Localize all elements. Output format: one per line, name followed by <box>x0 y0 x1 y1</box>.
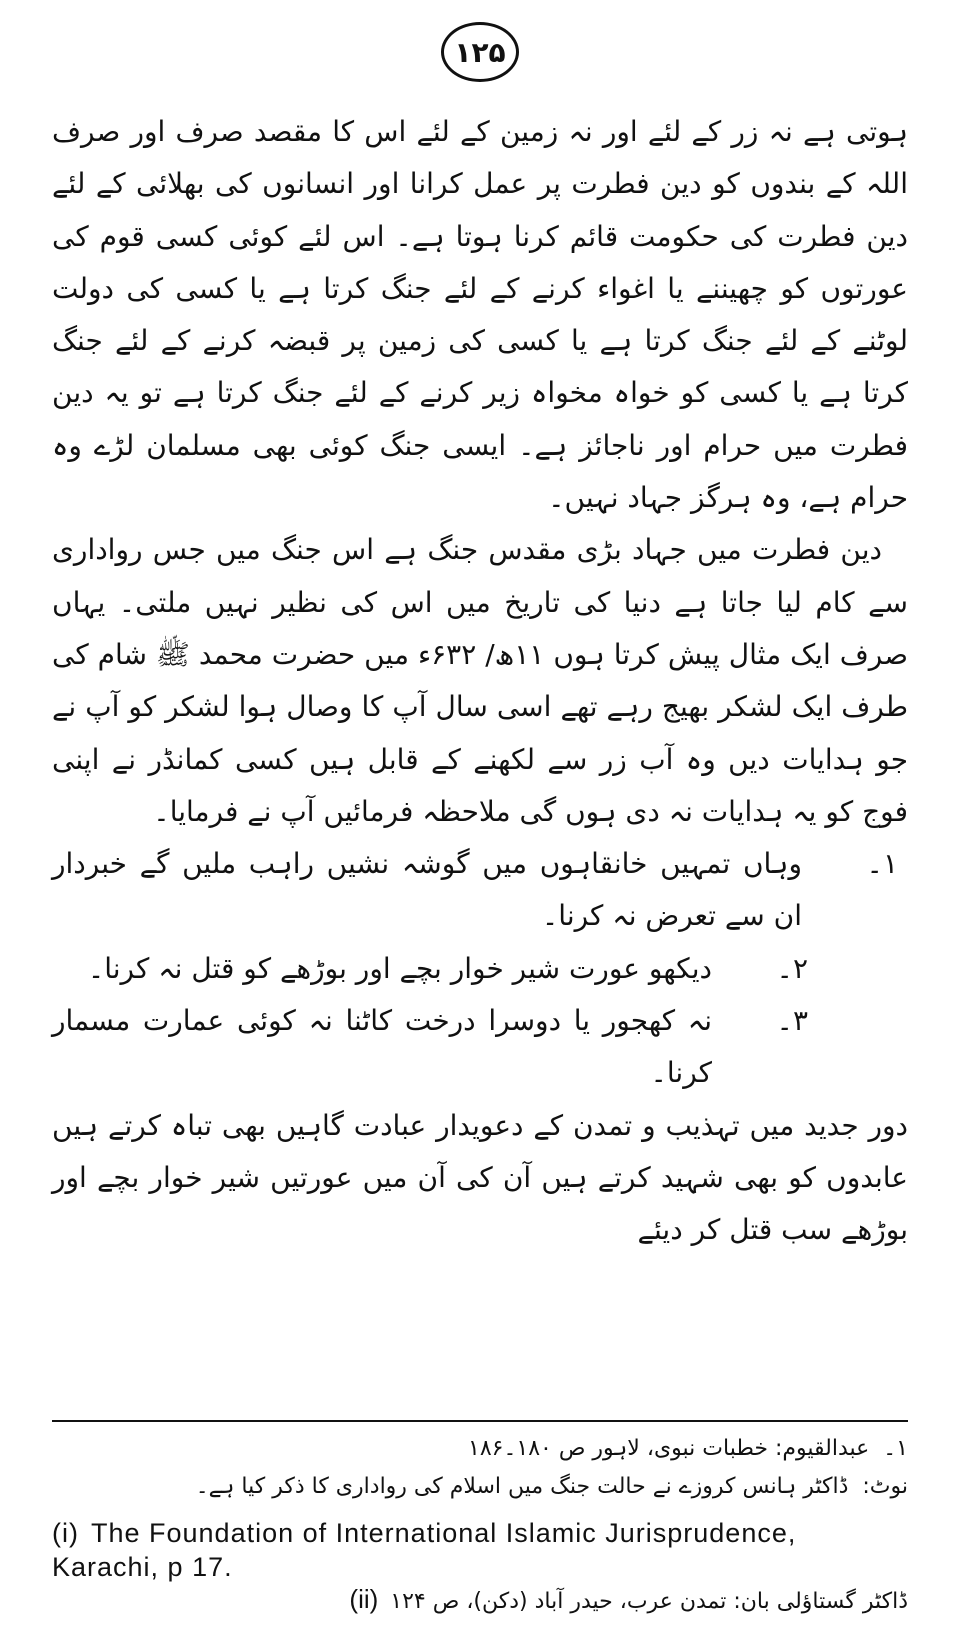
list-item-text: نہ کھجور یا دوسرا درخت کاٹنا نہ کوئی عمارت مسمار کرنا۔ <box>52 1004 712 1090</box>
footnote-divider <box>52 1420 908 1422</box>
list-item <box>52 995 908 1100</box>
footnote-english <box>52 1516 908 1584</box>
list-item <box>52 838 908 943</box>
list-item-text: دیکھو عورت شیر خوار بچے اور بوڑھے کو قتل نہ کرنا۔ <box>87 951 712 985</box>
paragraph-1: ہوتی ہے نہ زر کے لئے اور نہ زمین کے لئے اس کا مقصد صرف اور صرف اللہ کے بندوں کو دین فطرت پر عمل کرانا اور انسانوں کی بھلائی کے لئے دین فطرت کی حکومت قائم کرنا ہوتا ہے۔ اس لئے کوئی کسی قوم کی عورتوں کو چھیننے یا اغواء کرنے کے لئے جنگ کرتا ہے یا کسی کی دولت لوٹنے کے لئے جنگ کرتا ہے یا کسی کی زمین پر قبضہ کرنے کے لئے جنگ کرتا ہے یا کسی کو خواہ مخواہ زیر کرنے کے لئے جنگ کرتا ہے تو یہ دین فطرت میں حرام اور ناجائز ہے۔ ایسی جنگ کوئی بھی مسلمان لڑے وہ حرام ہے، وہ ہرگز جہاد نہیں۔ <box>52 115 908 515</box>
paragraph-2: دین فطرت میں جہاد بڑی مقدس جنگ ہے اس جنگ میں جس رواداری سے کام لیا جاتا ہے دنیا کی تاریخ میں اس کی نظیر نہیں ملتی۔ یہاں صرف ایک مثال پیش کرتا ہوں ۱۱ھ/ ۶۳۲ء میں حضرت محمد ﷺ شام کی طرف ایک لشکر بھیج رہے تھے اسی سال آپ کا وصال ہوا لشکر کو آپ نے جو ہدایات دیں وہ آب زر سے لکھنے کے قابل ہیں کسی کمانڈر نے اپنی فوج کو یہ ہدایات نہ دی ہوں گی ملاحظہ فرمائیں آپ نے فرمایا۔ <box>52 533 908 828</box>
footnote-marker: (i) <box>52 1518 79 1548</box>
footnote-text: عبدالقیوم: خطبات نبوی، لاہور ص ۱۸۰۔۱۸۶ <box>468 1436 870 1461</box>
footnote-1 <box>52 1432 908 1466</box>
footnote-ii <box>52 1582 908 1619</box>
list-item <box>52 943 908 995</box>
list-item-number: ۳۔ <box>776 1004 808 1038</box>
footnote-text: ڈاکٹر ہانس کروزے نے حالت جنگ میں اسلام کی رواداری کا ذکر کیا ہے۔ <box>195 1474 849 1499</box>
list-item-number: ۲۔ <box>776 951 808 985</box>
footnote-text: ڈاکٹر گستاؤلی بان: تمدن عرب، حیدر آباد (دکن)، ص ۱۲۴ <box>390 1589 908 1614</box>
list-item-number: ۱۔ <box>866 847 898 881</box>
footnote-note <box>52 1470 908 1504</box>
instructions-list <box>52 838 908 1099</box>
page-number <box>441 22 519 82</box>
page-number-text: ۱۲۵ <box>454 35 506 69</box>
list-item-text: وہاں تمہیں خانقاہوں میں گوشہ نشیں راہب ملیں گے خبردار ان سے تعرض نہ کرنا۔ <box>52 847 802 933</box>
footnote-marker: ۱۔ <box>883 1436 908 1461</box>
footnote-text: The Foundation of International Islamic Jurisprudence, Karachi, p 17. <box>52 1518 797 1582</box>
footnote-marker: (ii) <box>349 1584 379 1614</box>
paragraph-3: دور جدید میں تہذیب و تمدن کے دعویدار عبادت گاہیں بھی تباہ کرتے ہیں عابدوں کو بھی شہید کرتے ہیں آن کی آن میں عورتیں شیر خوار بچے اور بوڑھے سب قتل کر دیئے <box>52 1108 908 1247</box>
footnote-marker: نوٹ: <box>862 1474 908 1499</box>
main-text <box>52 106 908 1257</box>
